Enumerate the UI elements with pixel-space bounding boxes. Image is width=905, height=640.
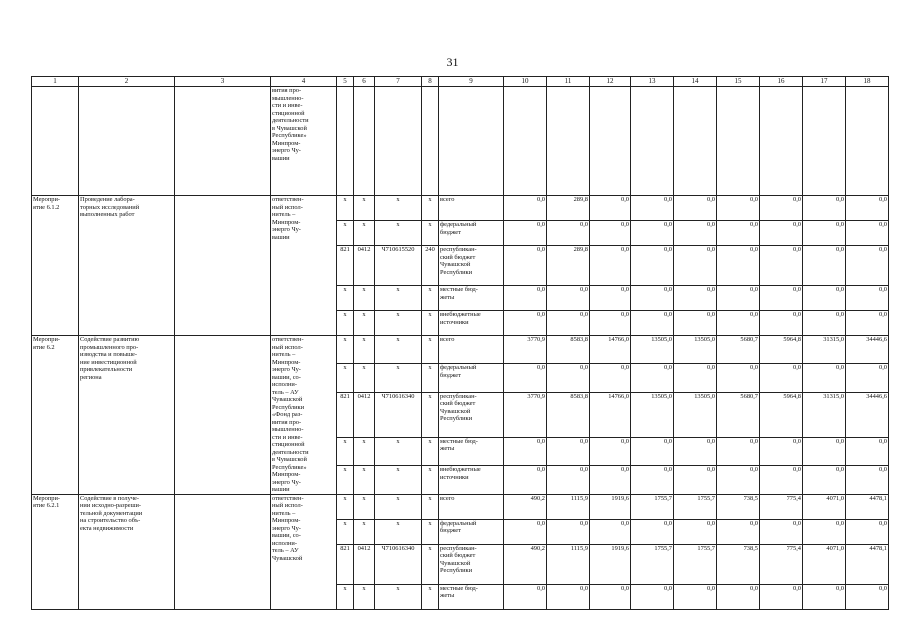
- value-cell: 5964,8: [760, 336, 803, 364]
- section-cell: x: [354, 437, 375, 465]
- funding-source-cell: федеральный бюджет: [439, 364, 504, 392]
- value-cell: 0,0: [760, 196, 803, 221]
- value-cell: 4071,0: [803, 544, 846, 584]
- table-row: [32, 196, 889, 221]
- value-cell: 0,0: [504, 364, 547, 392]
- value-cell: 0,0: [846, 437, 889, 465]
- event-id-cell: Меропри- ятие 6.2.1: [32, 494, 79, 609]
- value-cell: 0,0: [760, 584, 803, 609]
- column-number: 16: [760, 77, 803, 87]
- column-number: 11: [547, 77, 590, 87]
- value-cell: 0,0: [590, 519, 631, 544]
- funding-source-cell: местные бюд- жеты: [439, 286, 504, 311]
- value-cell: 0,0: [504, 196, 547, 221]
- funding-source-cell: местные бюд- жеты: [439, 584, 504, 609]
- continuation-row: [32, 87, 889, 196]
- empty-cell: [760, 87, 803, 196]
- value-cell: 0,0: [504, 519, 547, 544]
- value-cell: 0,0: [760, 221, 803, 246]
- page-number: 31: [446, 55, 459, 69]
- target-article-cell: x: [375, 311, 422, 336]
- empty-cell: [846, 87, 889, 196]
- value-cell: 0,0: [504, 437, 547, 465]
- funding-source-cell: всего: [439, 196, 504, 221]
- column-number: 4: [271, 77, 337, 87]
- expense-type-cell: x: [422, 311, 439, 336]
- expense-type-cell: x: [422, 286, 439, 311]
- value-cell: 0,0: [717, 519, 760, 544]
- value-cell: 0,0: [760, 519, 803, 544]
- empty-cell: [422, 87, 439, 196]
- value-cell: 0,0: [803, 311, 846, 336]
- value-cell: 0,0: [674, 364, 717, 392]
- target-article-cell: x: [375, 196, 422, 221]
- grbs-cell: x: [337, 311, 354, 336]
- value-cell: 0,0: [803, 466, 846, 494]
- section-cell: x: [354, 494, 375, 519]
- value-cell: 0,0: [631, 584, 674, 609]
- value-cell: 5964,8: [760, 392, 803, 437]
- empty-cell: [717, 87, 760, 196]
- section-cell: 0412: [354, 544, 375, 584]
- value-cell: 5680,7: [717, 336, 760, 364]
- empty-cell: [504, 87, 547, 196]
- value-cell: 0,0: [590, 364, 631, 392]
- responsible-cell: ответствен- ный испол- нитель – Минпром- энерго Чу- вашии, со- исполни- тель – АУ Чувашской: [271, 494, 337, 609]
- expense-type-cell: x: [422, 221, 439, 246]
- value-cell: 0,0: [760, 286, 803, 311]
- value-cell: 775,4: [760, 544, 803, 584]
- section-cell: x: [354, 584, 375, 609]
- funding-source-cell: республикан- ский бюджет Чувашской Республики: [439, 392, 504, 437]
- grbs-cell: x: [337, 196, 354, 221]
- section-cell: x: [354, 336, 375, 364]
- expense-type-cell: x: [422, 494, 439, 519]
- value-cell: 0,0: [631, 519, 674, 544]
- value-cell: 0,0: [674, 519, 717, 544]
- value-cell: 34446,6: [846, 336, 889, 364]
- section-cell: 0412: [354, 246, 375, 286]
- section-cell: x: [354, 196, 375, 221]
- value-cell: 0,0: [803, 221, 846, 246]
- expense-type-cell: 240: [422, 246, 439, 286]
- empty-cell: [337, 87, 354, 196]
- value-cell: 0,0: [631, 286, 674, 311]
- target-article-cell: x: [375, 466, 422, 494]
- target-article-cell: x: [375, 336, 422, 364]
- value-cell: 0,0: [674, 221, 717, 246]
- grbs-cell: x: [337, 437, 354, 465]
- value-cell: 0,0: [760, 246, 803, 286]
- section-cell: x: [354, 364, 375, 392]
- event-id-cell: Меропри- ятие 6.1.2: [32, 196, 79, 336]
- value-cell: 0,0: [590, 286, 631, 311]
- value-cell: 0,0: [803, 584, 846, 609]
- value-cell: 0,0: [846, 466, 889, 494]
- target-article-cell: Ч710616340: [375, 544, 422, 584]
- empty-cell: [175, 336, 271, 495]
- column-number: 18: [846, 77, 889, 87]
- funding-source-cell: республикан- ский бюджет Чувашской Республики: [439, 544, 504, 584]
- empty-cell: [32, 87, 79, 196]
- expense-type-cell: x: [422, 584, 439, 609]
- empty-cell: [590, 87, 631, 196]
- value-cell: 0,0: [547, 286, 590, 311]
- column-number: 15: [717, 77, 760, 87]
- target-article-cell: x: [375, 437, 422, 465]
- column-number: 8: [422, 77, 439, 87]
- value-cell: 0,0: [590, 584, 631, 609]
- event-name-cell: Проведение лабора- торных исследований выполненных работ: [79, 196, 175, 336]
- value-cell: 0,0: [590, 221, 631, 246]
- grbs-cell: x: [337, 221, 354, 246]
- expense-type-cell: x: [422, 392, 439, 437]
- value-cell: 0,0: [717, 466, 760, 494]
- value-cell: 0,0: [631, 246, 674, 286]
- section-cell: x: [354, 519, 375, 544]
- value-cell: 14766,0: [590, 336, 631, 364]
- value-cell: 0,0: [590, 466, 631, 494]
- value-cell: 0,0: [547, 466, 590, 494]
- value-cell: 0,0: [631, 466, 674, 494]
- value-cell: 1755,7: [631, 544, 674, 584]
- value-cell: 0,0: [590, 196, 631, 221]
- value-cell: 0,0: [547, 221, 590, 246]
- value-cell: 0,0: [631, 437, 674, 465]
- column-number: 6: [354, 77, 375, 87]
- section-cell: 0412: [354, 392, 375, 437]
- value-cell: 31315,0: [803, 336, 846, 364]
- value-cell: 13505,0: [631, 392, 674, 437]
- funding-source-cell: местные бюд- жеты: [439, 437, 504, 465]
- value-cell: 0,0: [547, 584, 590, 609]
- responsible-cell: вития про- мышленно- сти и инве- стиционной деятельности в Чувашской Республике» Минпром- энерго Чу- вашии: [271, 87, 337, 196]
- value-cell: 289,8: [547, 196, 590, 221]
- value-cell: 4478,1: [846, 494, 889, 519]
- value-cell: 0,0: [846, 519, 889, 544]
- funding-source-cell: республикан- ский бюджет Чувашской Республики: [439, 246, 504, 286]
- value-cell: 13505,0: [631, 336, 674, 364]
- value-cell: 0,0: [504, 311, 547, 336]
- value-cell: 289,8: [547, 246, 590, 286]
- value-cell: 0,0: [547, 311, 590, 336]
- value-cell: 0,0: [803, 437, 846, 465]
- value-cell: 4071,0: [803, 494, 846, 519]
- expense-type-cell: x: [422, 364, 439, 392]
- column-number: 2: [79, 77, 175, 87]
- table-row: [32, 494, 889, 519]
- target-article-cell: x: [375, 494, 422, 519]
- value-cell: 0,0: [846, 196, 889, 221]
- value-cell: 1115,9: [547, 544, 590, 584]
- funding-source-cell: федеральный бюджет: [439, 519, 504, 544]
- value-cell: 0,0: [590, 246, 631, 286]
- value-cell: 1755,7: [674, 494, 717, 519]
- empty-cell: [439, 87, 504, 196]
- grbs-cell: x: [337, 286, 354, 311]
- value-cell: 1115,9: [547, 494, 590, 519]
- value-cell: 0,0: [631, 364, 674, 392]
- value-cell: 490,2: [504, 494, 547, 519]
- value-cell: 0,0: [846, 221, 889, 246]
- value-cell: 0,0: [590, 437, 631, 465]
- section-cell: x: [354, 311, 375, 336]
- empty-cell: [803, 87, 846, 196]
- value-cell: 738,5: [717, 494, 760, 519]
- column-number: 17: [803, 77, 846, 87]
- value-cell: 0,0: [803, 196, 846, 221]
- table-row: [32, 336, 889, 364]
- value-cell: 0,0: [547, 364, 590, 392]
- empty-cell: [175, 87, 271, 196]
- value-cell: 0,0: [846, 584, 889, 609]
- header-row: [32, 77, 889, 87]
- value-cell: 0,0: [803, 364, 846, 392]
- value-cell: 0,0: [760, 311, 803, 336]
- value-cell: 0,0: [504, 221, 547, 246]
- value-cell: 13505,0: [674, 336, 717, 364]
- event-id-cell: Меропри- ятие 6.2: [32, 336, 79, 495]
- grbs-cell: 821: [337, 544, 354, 584]
- column-number: 12: [590, 77, 631, 87]
- grbs-cell: x: [337, 584, 354, 609]
- expense-type-cell: x: [422, 196, 439, 221]
- value-cell: 34446,6: [846, 392, 889, 437]
- value-cell: 1755,7: [631, 494, 674, 519]
- value-cell: 0,0: [846, 286, 889, 311]
- expense-type-cell: x: [422, 437, 439, 465]
- value-cell: 0,0: [504, 286, 547, 311]
- value-cell: 1919,6: [590, 494, 631, 519]
- value-cell: 0,0: [631, 196, 674, 221]
- value-cell: 0,0: [674, 437, 717, 465]
- funding-source-cell: всего: [439, 494, 504, 519]
- funding-source-cell: всего: [439, 336, 504, 364]
- column-number: 10: [504, 77, 547, 87]
- value-cell: 3770,9: [504, 336, 547, 364]
- value-cell: 0,0: [674, 196, 717, 221]
- value-cell: 0,0: [717, 286, 760, 311]
- target-article-cell: x: [375, 221, 422, 246]
- value-cell: 5680,7: [717, 392, 760, 437]
- value-cell: 0,0: [717, 196, 760, 221]
- value-cell: 0,0: [717, 221, 760, 246]
- value-cell: 0,0: [717, 364, 760, 392]
- value-cell: 0,0: [674, 466, 717, 494]
- funding-source-cell: внебюджетные источники: [439, 311, 504, 336]
- responsible-cell: ответствен- ный испол- нитель – Минпром- энерго Чу- вашии: [271, 196, 337, 336]
- value-cell: 0,0: [674, 246, 717, 286]
- expense-type-cell: x: [422, 519, 439, 544]
- value-cell: 0,0: [717, 437, 760, 465]
- column-number: 3: [175, 77, 271, 87]
- value-cell: 14766,0: [590, 392, 631, 437]
- value-cell: 0,0: [717, 311, 760, 336]
- empty-cell: [175, 494, 271, 609]
- target-article-cell: x: [375, 584, 422, 609]
- grbs-cell: 821: [337, 246, 354, 286]
- grbs-cell: x: [337, 364, 354, 392]
- value-cell: 0,0: [846, 311, 889, 336]
- grbs-cell: x: [337, 519, 354, 544]
- event-name-cell: Содействие развитию промышленного про- изводства и повыше- ние инвестиционной привлекательности региона: [79, 336, 175, 495]
- grbs-cell: x: [337, 494, 354, 519]
- empty-cell: [547, 87, 590, 196]
- target-article-cell: x: [375, 519, 422, 544]
- value-cell: 0,0: [631, 311, 674, 336]
- value-cell: 0,0: [504, 584, 547, 609]
- empty-cell: [354, 87, 375, 196]
- empty-cell: [175, 196, 271, 336]
- value-cell: 0,0: [674, 311, 717, 336]
- value-cell: 0,0: [674, 286, 717, 311]
- value-cell: 0,0: [760, 437, 803, 465]
- value-cell: 0,0: [803, 286, 846, 311]
- value-cell: 0,0: [760, 364, 803, 392]
- column-number: 14: [674, 77, 717, 87]
- value-cell: 0,0: [674, 584, 717, 609]
- responsible-cell: ответствен- ный испол- нитель – Минпром- энерго Чу- вашии, со- исполни- тель – АУ Чувашской Республики «Фонд раз- вития про- мышленно- сти и инве- стиционной деятельности в Чувашской Республике» Минпром- энерго Чу- вашии: [271, 336, 337, 495]
- value-cell: 13505,0: [674, 392, 717, 437]
- column-number: 1: [32, 77, 79, 87]
- target-article-cell: Ч710615520: [375, 246, 422, 286]
- value-cell: 0,0: [504, 466, 547, 494]
- value-cell: 0,0: [504, 246, 547, 286]
- value-cell: 3770,9: [504, 392, 547, 437]
- grbs-cell: x: [337, 336, 354, 364]
- empty-cell: [674, 87, 717, 196]
- value-cell: 0,0: [803, 246, 846, 286]
- value-cell: 8583,8: [547, 392, 590, 437]
- event-name-cell: Содействие в получе- нии исходно-разреши- тельной документации на строительство объ- екта недвижимости: [79, 494, 175, 609]
- empty-cell: [631, 87, 674, 196]
- expense-type-cell: x: [422, 544, 439, 584]
- value-cell: 0,0: [846, 364, 889, 392]
- grbs-cell: 821: [337, 392, 354, 437]
- value-cell: 0,0: [760, 466, 803, 494]
- column-number: 9: [439, 77, 504, 87]
- value-cell: 490,2: [504, 544, 547, 584]
- value-cell: 0,0: [717, 584, 760, 609]
- budget-table: [31, 76, 889, 610]
- column-number: 5: [337, 77, 354, 87]
- section-cell: x: [354, 286, 375, 311]
- value-cell: 1755,7: [674, 544, 717, 584]
- column-number: 7: [375, 77, 422, 87]
- value-cell: 0,0: [631, 221, 674, 246]
- expense-type-cell: x: [422, 466, 439, 494]
- value-cell: 8583,8: [547, 336, 590, 364]
- section-cell: x: [354, 221, 375, 246]
- section-cell: x: [354, 466, 375, 494]
- value-cell: 4478,1: [846, 544, 889, 584]
- value-cell: 1919,6: [590, 544, 631, 584]
- value-cell: 0,0: [717, 246, 760, 286]
- value-cell: 0,0: [547, 437, 590, 465]
- target-article-cell: Ч710616340: [375, 392, 422, 437]
- value-cell: 0,0: [846, 246, 889, 286]
- expense-type-cell: x: [422, 336, 439, 364]
- value-cell: 0,0: [803, 519, 846, 544]
- target-article-cell: x: [375, 364, 422, 392]
- value-cell: 775,4: [760, 494, 803, 519]
- column-number: 13: [631, 77, 674, 87]
- value-cell: 31315,0: [803, 392, 846, 437]
- target-article-cell: x: [375, 286, 422, 311]
- value-cell: 738,5: [717, 544, 760, 584]
- grbs-cell: x: [337, 466, 354, 494]
- empty-cell: [79, 87, 175, 196]
- empty-cell: [375, 87, 422, 196]
- funding-source-cell: федеральный бюджет: [439, 221, 504, 246]
- value-cell: 0,0: [590, 311, 631, 336]
- value-cell: 0,0: [547, 519, 590, 544]
- funding-source-cell: внебюджетные источники: [439, 466, 504, 494]
